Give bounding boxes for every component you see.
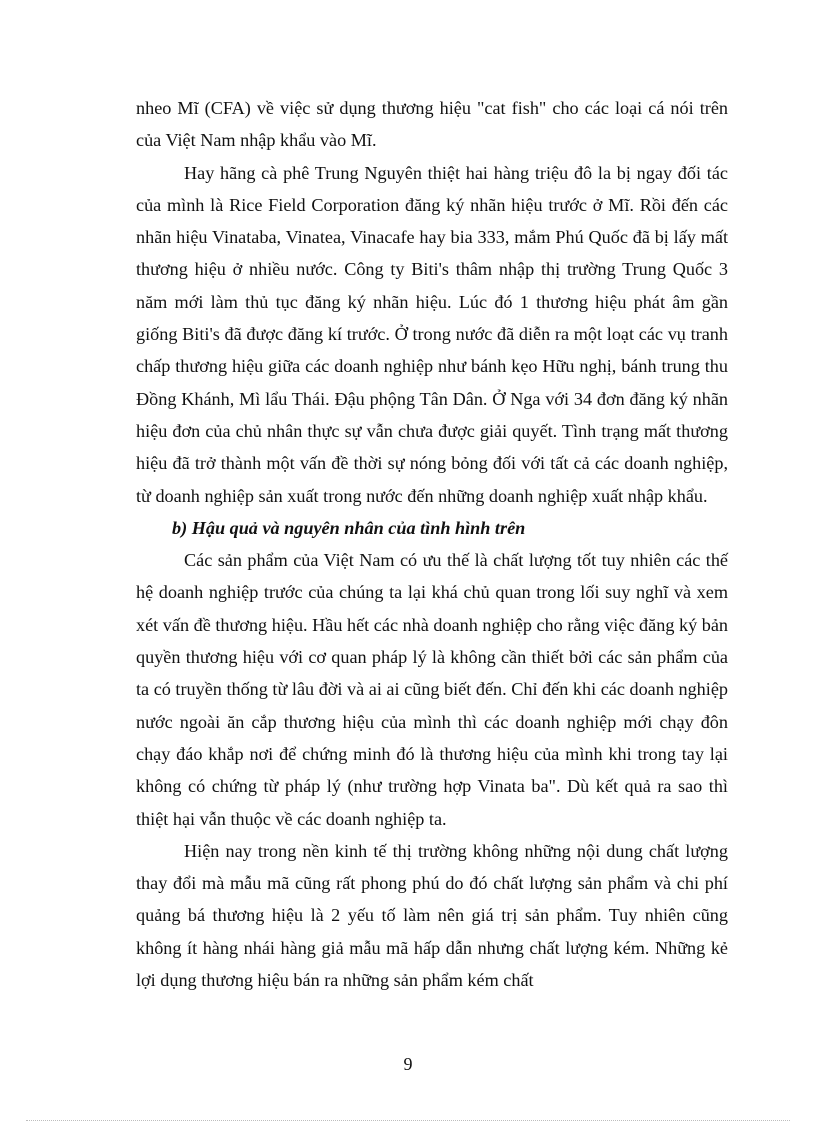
page-number: 9 xyxy=(403,1054,413,1074)
page-bottom-divider xyxy=(26,1120,790,1121)
body-text xyxy=(136,92,728,996)
section-heading: b) Hậu quả và nguyên nhân của tình hình trên xyxy=(172,517,526,538)
paragraph-continuation: nheo Mĩ (CFA) về việc sử dụng thương hiệu "cat fish" cho các loại cá nói trên của Việt Nam nhập khẩu vào Mĩ. xyxy=(136,98,728,151)
paragraph-current-state: Hiện nay trong nền kinh tế thị trường không những nội dung chất lượng thay đổi mà mẫu mã cũng rất phong phú do đó chất lượng sản phẩm và chi phí quảng bá thương hiệu là 2 yếu tố làm nên giá trị sản phẩm. Tuy nhiên cũng không ít hàng nhái hàng giả mẫu mã hấp dẫn nhưng chất lượng kém. Những kẻ lợi dụng thương hiệu bán ra những sản phẩm kém chất xyxy=(136,840,728,991)
paragraph-examples: Hay hãng cà phê Trung Nguyên thiệt hai hàng triệu đô la bị ngay đối tác của mình là Rice Field Corporation đăng ký nhãn hiệu trước ở Mĩ. Rồi đến các nhãn hiệu Vinataba, Vinatea, Vinacafe hay bia 333, mắm Phú Quốc đã bị lấy mất thương hiệu ở nhiều nước. Công ty Biti's thâm nhập thị trường Trung Quốc 3 năm mới làm thủ tục đăng ký nhãn hiệu. Lúc đó 1 thương hiệu phát âm gần giống Biti's đã được đăng kí trước. Ở trong nước đã diễn ra một loạt các vụ tranh chấp thương hiệu giữa các doanh nghiệp như bánh kẹo Hữu nghị, bánh trung thu Đồng Khánh, Mì lẩu Thái. Đậu phộng Tân Dân. Ở Nga với 34 đơn đăng ký nhãn hiệu đơn của chủ nhân thực sự vẫn chưa được giải quyết. Tình trạng mất thương hiệu đã trở thành một vấn đề thời sự nóng bỏng đối với tất cả các doanh nghiệp, từ doanh nghiệp sản xuất trong nước đến những doanh nghiệp xuất nhập khẩu. xyxy=(136,162,728,506)
paragraph-causes: Các sản phẩm của Việt Nam có ưu thế là chất lượng tốt tuy nhiên các thế hệ doanh nghiệp trước của chúng ta lại khá chủ quan trong lối suy nghĩ và xem xét vấn đề thương hiệu. Hầu hết các nhà doanh nghiệp cho rằng việc đăng ký bản quyền thương hiệu với cơ quan pháp lý là không cần thiết bởi các sản phẩm của ta có truyền thống từ lâu đời và ai ai cũng biết đến. Chỉ đến khi các doanh nghiệp nước ngoài ăn cắp thương hiệu của mình thì các doanh nghiệp mới chạy đôn chạy đáo khắp nơi để chứng minh đó là thương hiệu của mình khi trong tay lại không có chứng từ pháp lý (như trường hợp Vinata ba". Dù kết quả ra sao thì thiệt hại vẫn thuộc về các doanh nghiệp ta. xyxy=(136,550,728,829)
